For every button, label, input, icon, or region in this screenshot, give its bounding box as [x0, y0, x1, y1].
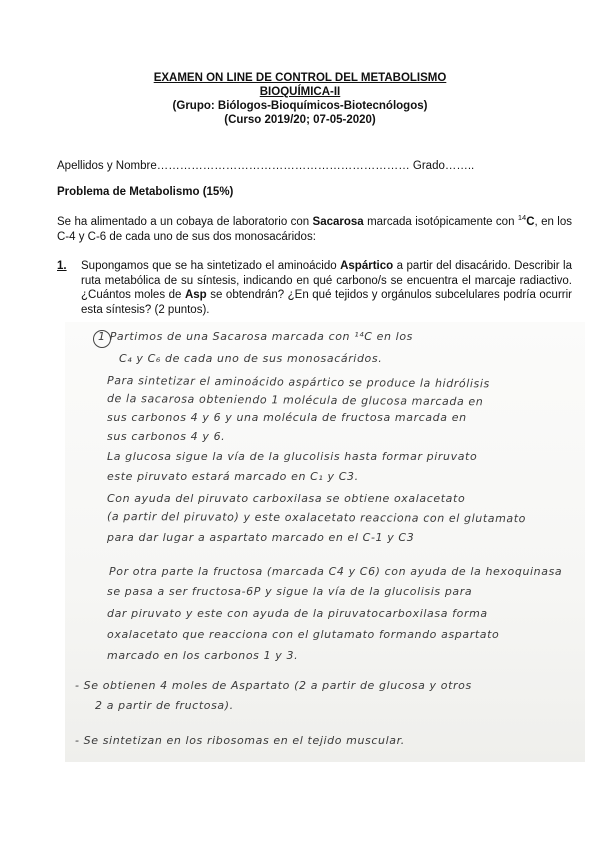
answer-line: La glucosa sigue la vía de la glucolisis hasta formar piruvato [107, 450, 478, 463]
answer-line: se pasa a ser fructosa-6P y sigue la vía de la glucolisis para [107, 585, 473, 598]
group-line: (Grupo: Biólogos-Bioquímicos-Biotecnólogos) [172, 100, 428, 112]
answer-line: sus carbonos 4 y 6 y una molécula de fructosa marcada en [107, 411, 467, 424]
answer-line: de la sacarosa obteniendo 1 molécula de glucosa marcada en [106, 392, 484, 409]
answer-line: este piruvato estará marcado en C₁ y C3. [107, 470, 359, 483]
answer-line: - Se sintetizan en los ribosomas en el tejido muscular. [75, 734, 405, 747]
answer-line: Para sintetizar el aminoácido aspártico se produce la hidrólisis [106, 374, 490, 391]
handwritten-answer-photo [65, 322, 585, 762]
answer-line: (a partir del piruvato) y este oxalacetato reacciona con el glutamato [106, 510, 527, 526]
course-line: (Curso 2019/20; 07-05-2020) [224, 114, 376, 126]
answer-line: dar piruvato y este con ayuda de la piruvatocarboxilasa forma [107, 607, 488, 620]
problem-intro: Se ha alimentado a un cobaya de laboratorio con Sacarosa marcada isotópicamente con $^{14}$C, en los C-4 y C-6 de cada uno de sus dos monosacáridos: [57, 213, 572, 243]
answer-line: para dar lugar a aspartato marcado en el C-1 y C3 [107, 531, 415, 544]
exam-title: EXAMEN ON LINE DE CONTROL DEL METABOLISMO [153, 72, 447, 84]
question-number: 1. [57, 260, 67, 272]
student-name-line: Apellidos y Nombre………………………………………………………… Grado…….. [57, 160, 475, 172]
answer-line: 2 a partir de fructosa). [95, 699, 234, 712]
answer-line: - Se obtienen 4 moles de Aspartato (2 a partir de glucosa y otros [75, 679, 472, 692]
answer-line: Con ayuda del piruvato carboxilasa se obtiene oxalacetato [107, 492, 466, 505]
answer-line: C₄ y C₆ de cada uno de sus monosacáridos. [119, 352, 383, 365]
question-1 [57, 259, 572, 317]
section-title: Problema de Metabolismo (15%) [57, 186, 234, 198]
question-text: Supongamos que se ha sintetizado el aminoácido Aspártico a partir del disacárido. Describir la ruta metabólica de su síntesis, indicando en qué carbono/s se encuentra el marcaje radiactivo. ¿Cuántos moles de Asp se obtendrán? ¿En qué tejidos y orgánulos subcelulares podría ocurrir esta síntesis? (2 puntos). [81, 260, 572, 316]
answer-line: marcado en los carbonos 1 y 3. [107, 649, 299, 662]
answer-line: sus carbonos 4 y 6. [107, 430, 226, 443]
answer-line: oxalacetato que reacciona con el glutamato formando aspartato [107, 628, 500, 641]
answer-line: Por otra parte la fructosa (marcada C4 y C6) con ayuda de la hexoquinasa [109, 565, 563, 578]
subject-title: BIOQUÍMICA-II [259, 86, 341, 98]
answer-line: 1 Partimos de una Sacarosa marcada con ¹⁴C en los [98, 330, 413, 343]
